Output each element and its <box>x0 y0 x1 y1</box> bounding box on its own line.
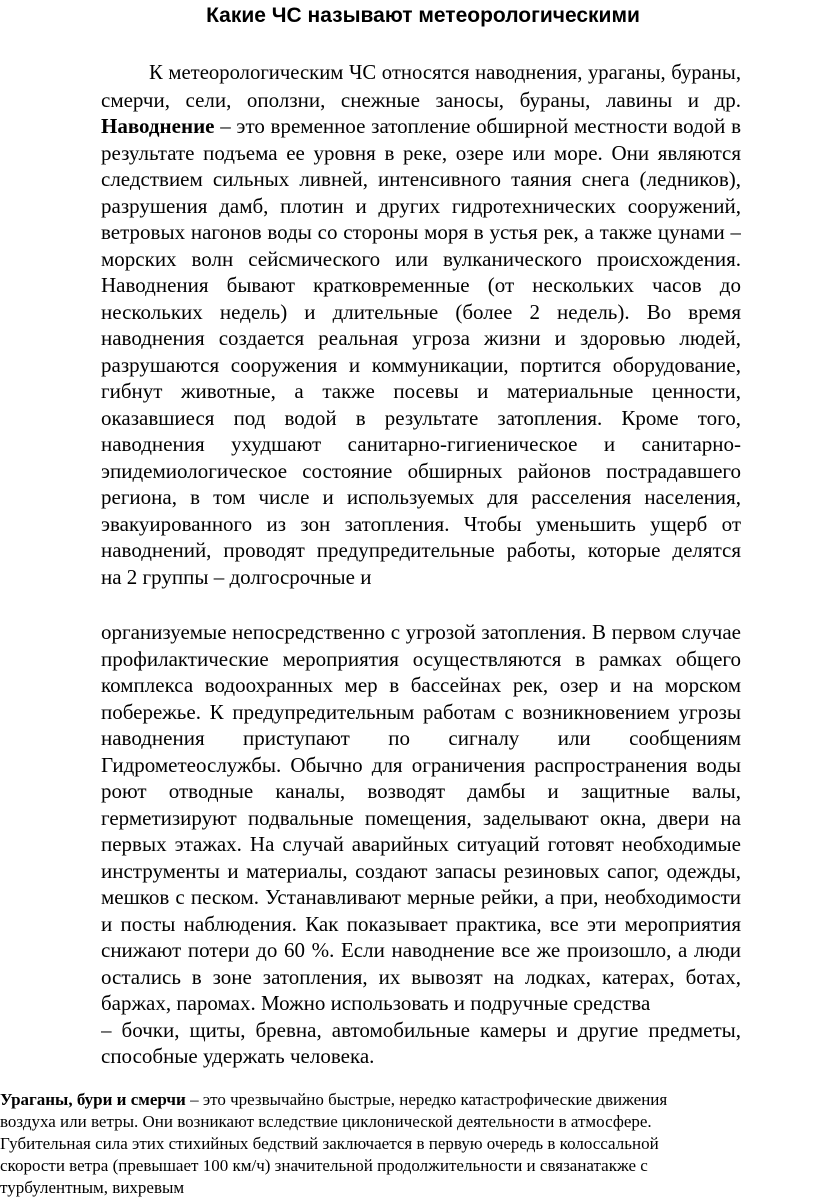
text-line <box>0 1089 760 1111</box>
text-line: ветровых нагонов воды со стороны моря в устья рек, а также цунами – <box>101 220 741 244</box>
text-line: оказавшиеся под водой в результате затопления. Кроме того, <box>101 405 741 430</box>
text-line: мешков с песком. Устанавливают мерные рейки, а при, необходимости <box>101 885 741 909</box>
text-line: остались в зоне затопления, их вывозят на лодках, катерах, ботах, <box>101 964 741 989</box>
text-line: К метеорологическим ЧС относятся наводнения, ураганы, бураны, <box>149 62 741 84</box>
text-line: инструменты и материалы, создают запасы резиновых сапог, одежды, <box>101 858 741 883</box>
text-line: организуемые непосредственно с угрозой затопления. В первом случае <box>101 620 741 644</box>
text-fragment: – это временное затопление обширной местности водой в <box>220 114 741 138</box>
text-line: Гидрометеослужбы. Обычно для ограничения распространения воды <box>101 752 741 777</box>
text-line: наводнения создается реальная угроза жизни и здоровью людей, <box>101 326 741 350</box>
text-line: разрушения дамб, плотин и других гидротехнических сооружений, <box>101 193 741 218</box>
text-line: морских волн сейсмического или вулканического происхождения. <box>101 246 741 271</box>
text-line: способные удержать человека. <box>101 1044 375 1068</box>
text-line: гибнут животные, а также посевы и материальные ценности, <box>101 379 741 403</box>
text-line: роют отводные каналы, возводят дамбы и защитные валы, <box>101 779 741 803</box>
text-line: наводнения ухудшают санитарно-гигиеническое и санитарно- <box>101 432 741 456</box>
text-fragment: – это чрезвычайно быстрые, нередко катастрофические движения <box>185 1090 668 1109</box>
paragraph-hurricanes <box>0 1089 760 1199</box>
bold-term-flood: Наводнение <box>101 114 215 138</box>
text-line: воздуха или ветры. Они возникают вследствие циклонической деятельности в атмосфере. <box>0 1112 652 1131</box>
text-line: региона, в том числе и используемых для расселения населения, <box>101 485 741 509</box>
text-line: первых этажах. На случай аварийных ситуаций готовят необходимые <box>101 832 741 856</box>
paragraph-prevention <box>101 619 741 1070</box>
text-line: герметизируют подвальные помещения, заделывают окна, двери на <box>101 805 741 830</box>
text-line: на 2 группы – долгосрочные и <box>101 564 372 589</box>
text-line: смерчи, сели, оползни, снежные заносы, бураны, лавины и др. <box>101 87 741 112</box>
text-line: снижают потери до 60 %. Если наводнение все же произошло, а люди <box>101 938 741 962</box>
text-line: разрушаются сооружения и коммуникации, портится оборудование, <box>101 352 741 377</box>
text-line: комплекса водоохранных мер в бассейнах рек, озер и на морском <box>101 673 741 697</box>
text-line: – бочки, щиты, бревна, автомобильные камеры и другие предметы, <box>101 1017 741 1042</box>
text-line: нескольких недель) и длительные (более 2 недель). Во время <box>101 299 741 324</box>
text-line: эпидемиологическое состояние обширных районов пострадавшего <box>101 458 741 483</box>
text-line: скорости ветра (превышает 100 км/ч) значительной продолжительности и связанатакже с <box>0 1156 648 1175</box>
bold-term-hurricanes: Ураганы, бури и смерчи <box>0 1090 186 1109</box>
text-line: побережье. К предупредительным работам с возникновением угрозы <box>101 699 741 724</box>
text-line: и посты наблюдения. Как показывает практика, все эти мероприятия <box>101 911 741 936</box>
text-line: профилактические мероприятия осуществляются в рамках общего <box>101 646 741 671</box>
paragraph-floods <box>101 60 741 590</box>
text-line: результате подъема ее уровня в реке, озере или море. Они являются <box>101 140 741 165</box>
text-line: Наводнения бывают кратковременные (от нескольких часов до <box>101 273 741 297</box>
text-line: турбулентным, вихревым <box>0 1178 185 1197</box>
text-line: наводнений, проводят предупредительные работы, которые делятся <box>101 538 741 562</box>
text-line: следствием сильных ливней, интенсивного таяния снега (ледников), <box>101 167 741 191</box>
text-line <box>101 113 741 140</box>
text-line: баржах, паромах. Можно использовать и подручные средства <box>101 991 651 1015</box>
text-line: эвакуированного из зон затопления. Чтобы уменьшить ущерб от <box>101 511 741 536</box>
text-line: Губительная сила этих стихийных бедствий заключается в первую очередь в колоссальной <box>0 1134 659 1153</box>
text-line: наводнения приступают по сигналу или сообщениям <box>101 726 741 750</box>
page-title: Какие ЧС называют метеорологическими <box>206 4 640 27</box>
